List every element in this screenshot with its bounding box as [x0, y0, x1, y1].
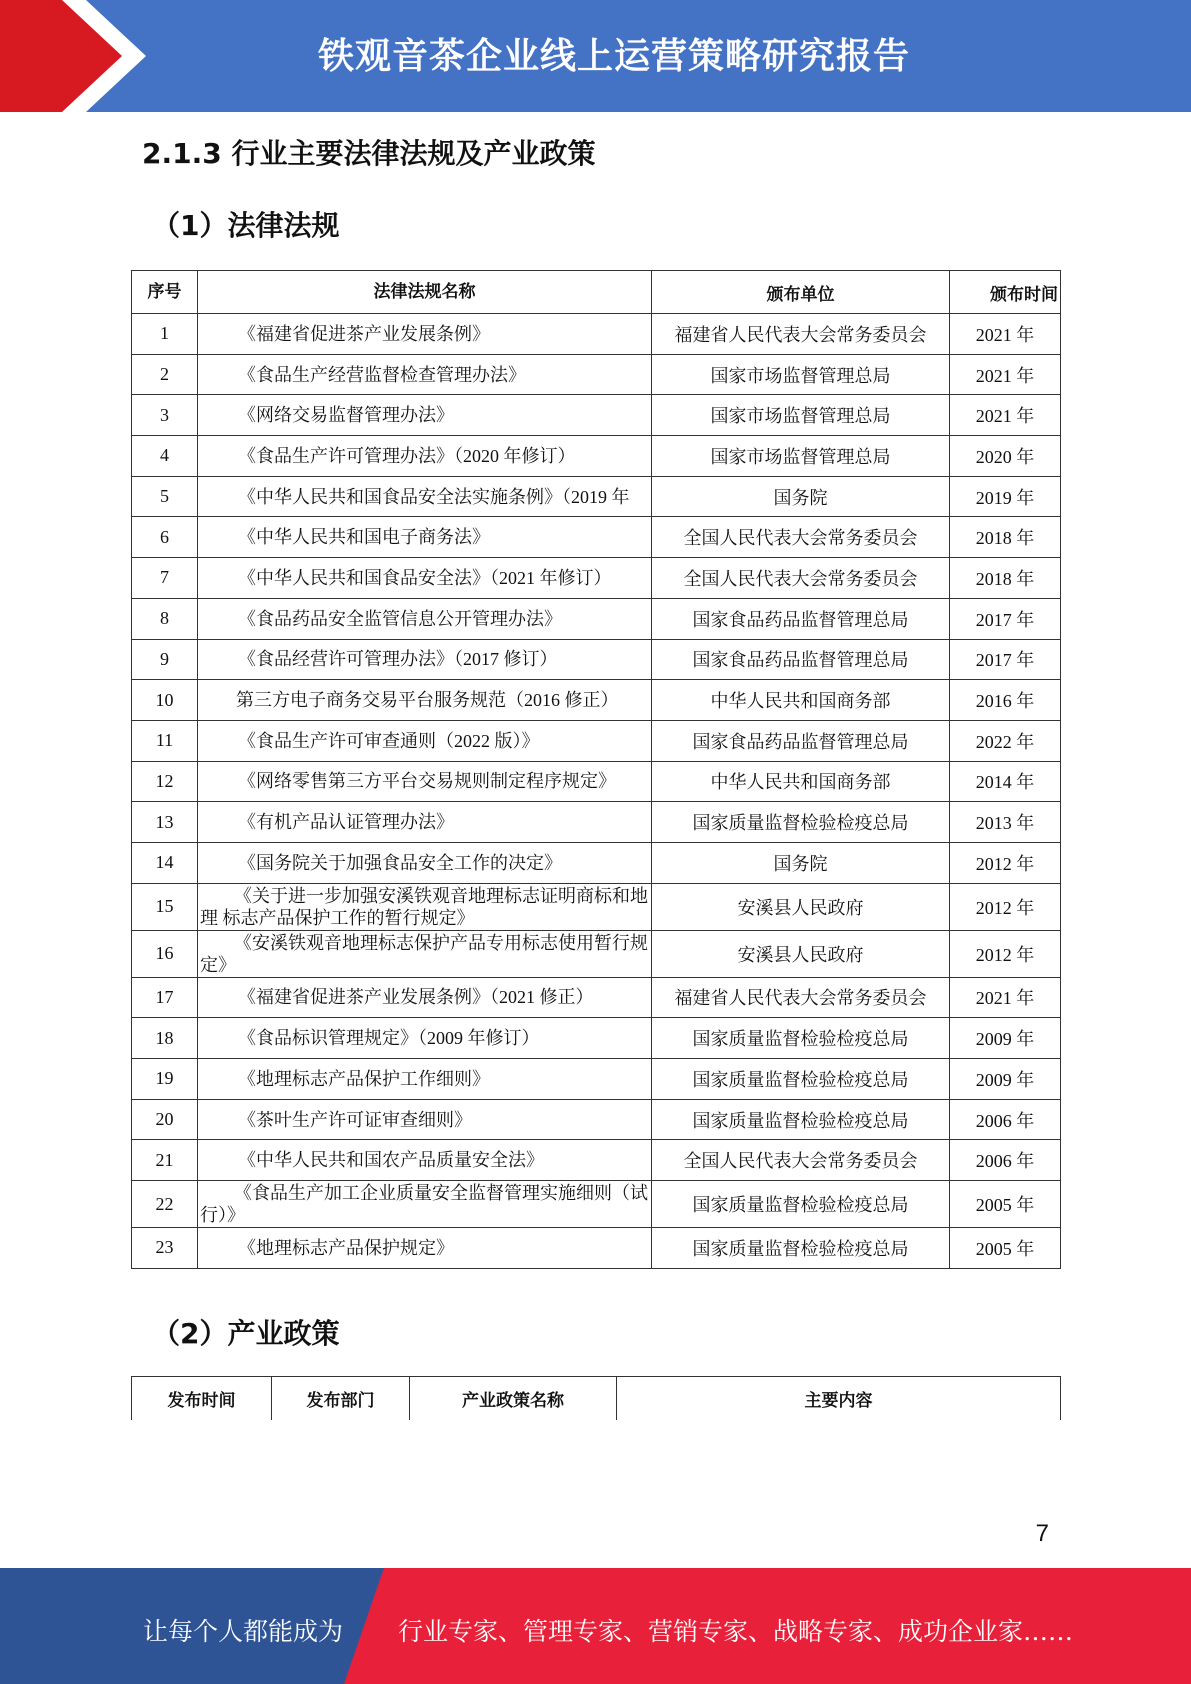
- cell-unit: 国家质量监督检验检疫总局: [652, 1099, 950, 1140]
- cell-name: 《食品经营许可管理办法》（2017 修订）: [198, 639, 652, 680]
- cell-year: 2014 年: [950, 761, 1061, 802]
- cell-year: 2016 年: [950, 680, 1061, 721]
- policies-table: [131, 1376, 1061, 1420]
- cell-no: 3: [132, 395, 198, 436]
- table-row: [132, 395, 1061, 436]
- cell-year: 2005 年: [950, 1228, 1061, 1269]
- table-header-row: [132, 271, 1061, 314]
- col-header-content: 主要内容: [617, 1377, 1061, 1420]
- table-row: [132, 354, 1061, 395]
- report-title: 铁观音茶企业线上运营策略研究报告: [318, 36, 911, 77]
- cell-name: 《福建省促进茶产业发展条例》: [198, 314, 652, 355]
- footer-slogan-right: 行业专家、管理专家、营销专家、战略专家、成功企业家……: [398, 1617, 1074, 1646]
- col-header-policy-name: 产业政策名称: [410, 1377, 617, 1420]
- cell-unit: 安溪县人民政府: [652, 883, 950, 930]
- cell-name: 第三方电子商务交易平台服务规范（2016 修正）: [198, 680, 652, 721]
- cell-year: 2013 年: [950, 802, 1061, 843]
- cell-year: 2009 年: [950, 1059, 1061, 1100]
- cell-unit: 中华人民共和国商务部: [652, 680, 950, 721]
- cell-name: 《网络交易监督管理办法》: [198, 395, 652, 436]
- table-row: [132, 720, 1061, 761]
- table-row: [132, 930, 1061, 977]
- cell-name: 《地理标志产品保护规定》: [198, 1228, 652, 1269]
- cell-year: 2012 年: [950, 930, 1061, 977]
- cell-year: 2021 年: [950, 314, 1061, 355]
- cell-no: 19: [132, 1059, 198, 1100]
- col-header-name: 法律法规名称: [198, 271, 652, 314]
- header-banner: [0, 0, 1191, 112]
- cell-unit: 国家质量监督检验检疫总局: [652, 1181, 950, 1228]
- cell-no: 4: [132, 436, 198, 477]
- cell-unit: 中华人民共和国商务部: [652, 761, 950, 802]
- cell-name: 《食品生产许可审查通则（2022 版）》: [198, 720, 652, 761]
- policies-heading: （2）产业政策: [152, 1317, 340, 1350]
- cell-year: 2006 年: [950, 1140, 1061, 1181]
- cell-year: 2017 年: [950, 639, 1061, 680]
- cell-no: 23: [132, 1228, 198, 1269]
- cell-no: 14: [132, 842, 198, 883]
- table-row: [132, 436, 1061, 477]
- table-row: [132, 598, 1061, 639]
- cell-name: 《茶叶生产许可证审查细则》: [198, 1099, 652, 1140]
- cell-no: 8: [132, 598, 198, 639]
- cell-name: 《福建省促进茶产业发展条例》（2021 修正）: [198, 977, 652, 1018]
- cell-name: 《关于进一步加强安溪铁观音地理标志证明商标和地理 标志产品保护工作的暂行规定》: [198, 883, 652, 930]
- cell-no: 16: [132, 930, 198, 977]
- cell-unit: 国家市场监督管理总局: [652, 354, 950, 395]
- cell-no: 20: [132, 1099, 198, 1140]
- cell-no: 2: [132, 354, 198, 395]
- cell-no: 9: [132, 639, 198, 680]
- table-row: [132, 842, 1061, 883]
- laws-heading: （1）法律法规: [152, 209, 340, 242]
- col-header-year: 颁布时间: [950, 271, 1061, 314]
- cell-no: 22: [132, 1181, 198, 1228]
- footer-banner: [0, 1568, 1191, 1684]
- table-row: [132, 761, 1061, 802]
- cell-name: 《有机产品认证管理办法》: [198, 802, 652, 843]
- cell-year: 2009 年: [950, 1018, 1061, 1059]
- footer-slogan-left: 让每个人都能成为: [143, 1617, 344, 1646]
- cell-unit: 全国人民代表大会常务委员会: [652, 558, 950, 599]
- table-row: [132, 314, 1061, 355]
- cell-name: 《国务院关于加强食品安全工作的决定》: [198, 842, 652, 883]
- cell-no: 12: [132, 761, 198, 802]
- cell-no: 1: [132, 314, 198, 355]
- cell-name: 《安溪铁观音地理标志保护产品专用标志使用暂行规定》: [198, 930, 652, 977]
- table-row: [132, 977, 1061, 1018]
- cell-unit: 全国人民代表大会常务委员会: [652, 517, 950, 558]
- cell-name: 《中华人民共和国食品安全法实施条例》（2019 年: [198, 476, 652, 517]
- cell-unit: 国务院: [652, 842, 950, 883]
- cell-name: 《中华人民共和国食品安全法》（2021 年修订）: [198, 558, 652, 599]
- cell-year: 2020 年: [950, 436, 1061, 477]
- cell-no: 10: [132, 680, 198, 721]
- cell-unit: 国家质量监督检验检疫总局: [652, 802, 950, 843]
- cell-year: 2021 年: [950, 354, 1061, 395]
- col-header-department: 发布部门: [272, 1377, 410, 1420]
- table-row: [132, 1228, 1061, 1269]
- cell-year: 2018 年: [950, 517, 1061, 558]
- cell-year: 2017 年: [950, 598, 1061, 639]
- cell-unit: 福建省人民代表大会常务委员会: [652, 314, 950, 355]
- header-arrow-graphic: [0, 0, 200, 112]
- table-row: [132, 1099, 1061, 1140]
- cell-no: 21: [132, 1140, 198, 1181]
- cell-name: 《网络零售第三方平台交易规则制定程序规定》: [198, 761, 652, 802]
- cell-name: 《食品标识管理规定》（2009 年修订）: [198, 1018, 652, 1059]
- table-row: [132, 1181, 1061, 1228]
- cell-name: 《中华人民共和国农产品质量安全法》: [198, 1140, 652, 1181]
- cell-no: 15: [132, 883, 198, 930]
- table-row: [132, 1018, 1061, 1059]
- table-row: [132, 476, 1061, 517]
- cell-no: 13: [132, 802, 198, 843]
- cell-name: 《食品生产加工企业质量安全监督管理实施细则（试行）》: [198, 1181, 652, 1228]
- cell-unit: 国务院: [652, 476, 950, 517]
- table-header-row: [132, 1377, 1061, 1420]
- cell-unit: 国家质量监督检验检疫总局: [652, 1228, 950, 1269]
- cell-name: 《地理标志产品保护工作细则》: [198, 1059, 652, 1100]
- cell-unit: 国家市场监督管理总局: [652, 395, 950, 436]
- cell-name: 《食品生产许可管理办法》（2020 年修订）: [198, 436, 652, 477]
- cell-year: 2018 年: [950, 558, 1061, 599]
- table-row: [132, 883, 1061, 930]
- cell-unit: 福建省人民代表大会常务委员会: [652, 977, 950, 1018]
- cell-name: 《食品药品安全监管信息公开管理办法》: [198, 598, 652, 639]
- cell-year: 2021 年: [950, 977, 1061, 1018]
- cell-unit: 国家食品药品监督管理总局: [652, 598, 950, 639]
- cell-no: 18: [132, 1018, 198, 1059]
- cell-year: 2019 年: [950, 476, 1061, 517]
- table-row: [132, 680, 1061, 721]
- table-row: [132, 639, 1061, 680]
- cell-no: 6: [132, 517, 198, 558]
- col-header-no: 序号: [132, 271, 198, 314]
- laws-table: [131, 270, 1061, 1269]
- cell-no: 11: [132, 720, 198, 761]
- cell-unit: 国家食品药品监督管理总局: [652, 720, 950, 761]
- cell-name: 《中华人民共和国电子商务法》: [198, 517, 652, 558]
- table-row: [132, 1140, 1061, 1181]
- table-row: [132, 1059, 1061, 1100]
- table-row: [132, 517, 1061, 558]
- cell-name: 《食品生产经营监督检查管理办法》: [198, 354, 652, 395]
- col-header-date: 发布时间: [132, 1377, 272, 1420]
- cell-no: 17: [132, 977, 198, 1018]
- cell-year: 2005 年: [950, 1181, 1061, 1228]
- page-number: 7: [1035, 1520, 1049, 1547]
- cell-unit: 全国人民代表大会常务委员会: [652, 1140, 950, 1181]
- cell-year: 2006 年: [950, 1099, 1061, 1140]
- section-title: 2.1.3 行业主要法律法规及产业政策: [142, 137, 596, 170]
- col-header-unit: 颁布单位: [652, 271, 950, 314]
- table-row: [132, 802, 1061, 843]
- cell-year: 2012 年: [950, 883, 1061, 930]
- cell-unit: 国家食品药品监督管理总局: [652, 639, 950, 680]
- cell-no: 7: [132, 558, 198, 599]
- cell-unit: 国家质量监督检验检疫总局: [652, 1059, 950, 1100]
- cell-year: 2021 年: [950, 395, 1061, 436]
- table-row: [132, 558, 1061, 599]
- cell-no: 5: [132, 476, 198, 517]
- cell-unit: 安溪县人民政府: [652, 930, 950, 977]
- cell-unit: 国家质量监督检验检疫总局: [652, 1018, 950, 1059]
- cell-year: 2012 年: [950, 842, 1061, 883]
- cell-year: 2022 年: [950, 720, 1061, 761]
- cell-unit: 国家市场监督管理总局: [652, 436, 950, 477]
